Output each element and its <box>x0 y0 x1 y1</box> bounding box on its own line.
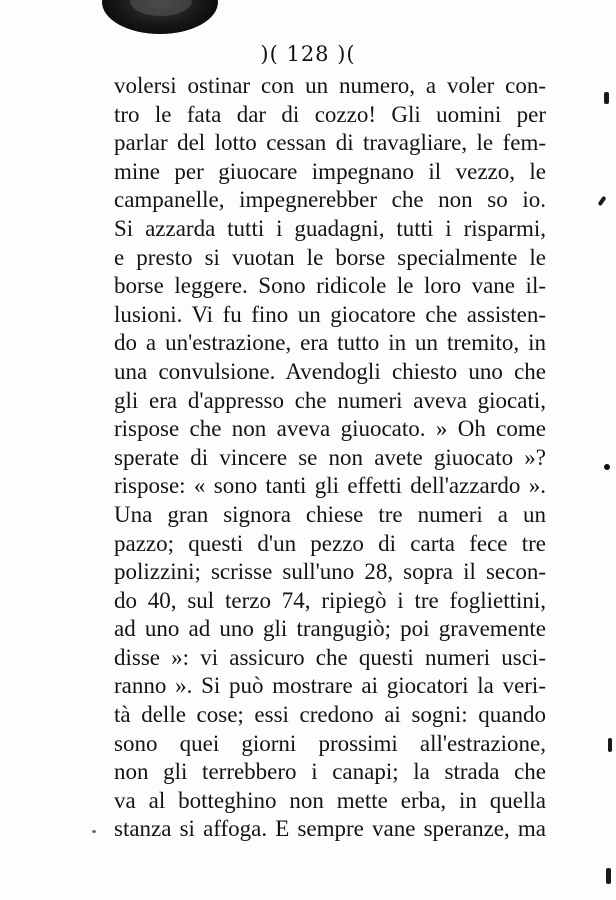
text-line: Una gran signora chiese tre numeri a un <box>114 501 546 527</box>
text-line: e presto si vuotan le borse specialmente le <box>114 244 546 270</box>
text-line: do 40, sul terzo 74, ripiegò i tre fogliettini, <box>114 587 546 613</box>
text-line: stanza si affoga. E sempre vane speranze, ma <box>114 816 546 842</box>
scan-speck <box>608 738 612 752</box>
text-line: lusioni. Vi fu fino un giocatore che assisten- <box>114 301 546 327</box>
text-line: parlar del lotto cessan di travagliare, le fem- <box>114 130 546 156</box>
text-line: borse leggere. Sono ridicole le loro vane il- <box>114 273 546 299</box>
text-line: va al botteghino non mette erba, in quella <box>114 787 546 813</box>
scan-speck <box>597 196 606 206</box>
text-line: tro le fata dar di cozzo! Gli uomini per <box>114 101 546 127</box>
text-line: rispose: « sono tanti gli effetti dell'azzardo ». <box>114 473 546 499</box>
text-line: ranno ». Si può mostrare ai giocatori la veri- <box>114 673 546 699</box>
text-line: ad uno ad uno gli trangugiò; poi gravemente <box>114 616 546 642</box>
text-line: una convulsione. Avendogli chiesto uno che <box>114 358 546 384</box>
text-line: mine per giuocare impegnano il vezzo, le <box>114 158 546 184</box>
text-line: non gli terrebbero i canapi; la strada che <box>114 759 546 785</box>
page-number: )( 128 )( <box>260 42 356 66</box>
text-line: tà delle cose; essi credono ai sogni: quando <box>114 702 546 728</box>
body-text <box>114 72 546 844</box>
text-line: do a un'estrazione, era tutto in un tremito, in <box>114 330 546 356</box>
text-line: campanelle, impegnerebber che non so io. <box>114 187 546 213</box>
text-line: rispose che non aveva giuocato. » Oh come <box>114 416 546 442</box>
text-line: sperate di vincere se non avete giuocato »? <box>114 444 546 470</box>
text-line: polizzini; scrisse sull'uno 28, sopra il secon- <box>114 559 546 585</box>
text-line: disse »: vi assicuro che questi numeri usci- <box>114 644 546 670</box>
scan-speck <box>604 92 609 104</box>
text-line: sono quei giorni prossimi all'estrazione, <box>114 730 546 756</box>
scan-speck <box>92 830 96 833</box>
scan-speck <box>604 464 610 470</box>
text-line: pazzo; questi d'un pezzo di carta fece tre <box>114 530 546 556</box>
scan-speck <box>606 868 611 884</box>
text-line: gli era d'appresso che numeri aveva giocati, <box>114 387 546 413</box>
text-line: Si azzarda tutti i guadagni, tutti i risparmi, <box>114 215 546 241</box>
text-line: volersi ostinar con un numero, a voler con- <box>114 73 546 98</box>
